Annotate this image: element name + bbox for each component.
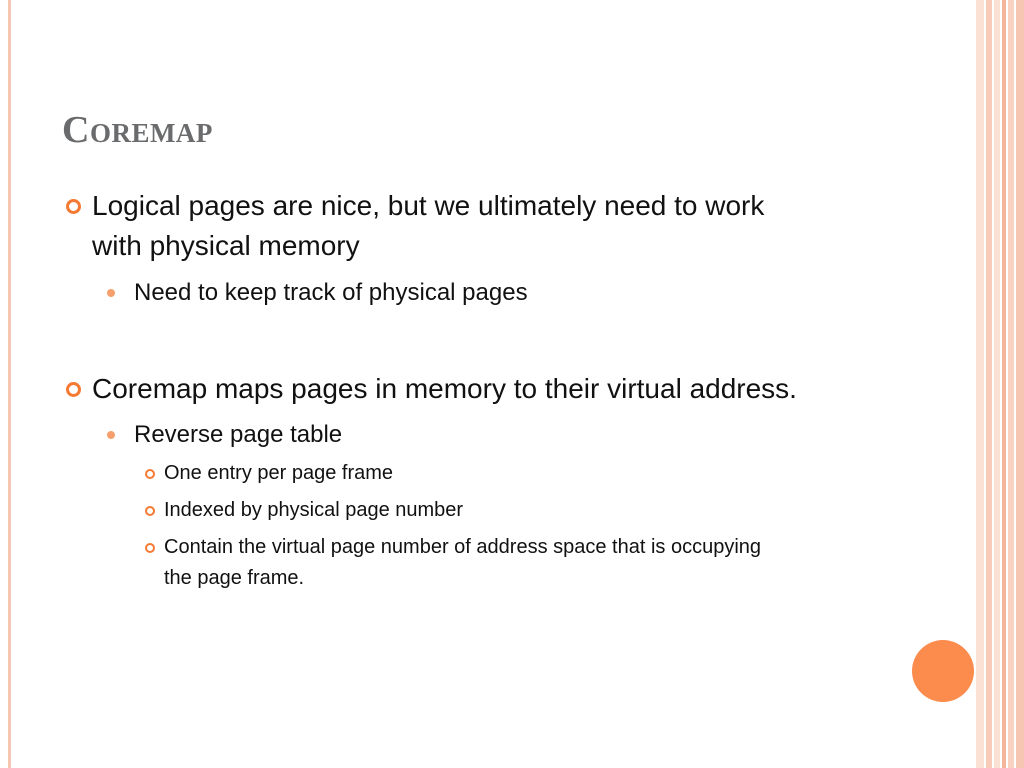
small-ring-bullet-icon [145,469,155,479]
sub-bullet-text: Need to keep track of physical pages [134,279,528,306]
bullet-text: Coremap maps pages in memory to their virtual address. [92,373,797,404]
sub-sub-bullet-text: One entry per page frame [164,462,394,484]
sub-sub-bullet-text: the page frame. [164,567,305,589]
decorative-circle [912,640,974,702]
decorative-stripe [1002,0,1006,768]
ring-bullet-icon [66,199,81,214]
dot-bullet-icon [107,431,115,439]
decorative-stripe [1008,0,1014,768]
decorative-stripe [1016,0,1024,768]
slide-title: Coremap [62,109,213,151]
decorative-stripe [986,0,992,768]
bullet-text: with physical memory [92,230,360,261]
decorative-stripe [976,0,984,768]
ring-bullet-icon [66,382,81,397]
small-ring-bullet-icon [145,543,155,553]
decorative-stripe [994,0,1000,768]
dot-bullet-icon [107,289,115,297]
sub-sub-bullet-text: Contain the virtual page number of address space that is occupying [164,536,762,558]
bullet-text: Logical pages are nice, but we ultimately need to work [92,190,765,221]
sub-bullet-text: Reverse page table [134,421,343,448]
sub-sub-bullet-text: Indexed by physical page number [164,499,464,521]
small-ring-bullet-icon [145,506,155,516]
